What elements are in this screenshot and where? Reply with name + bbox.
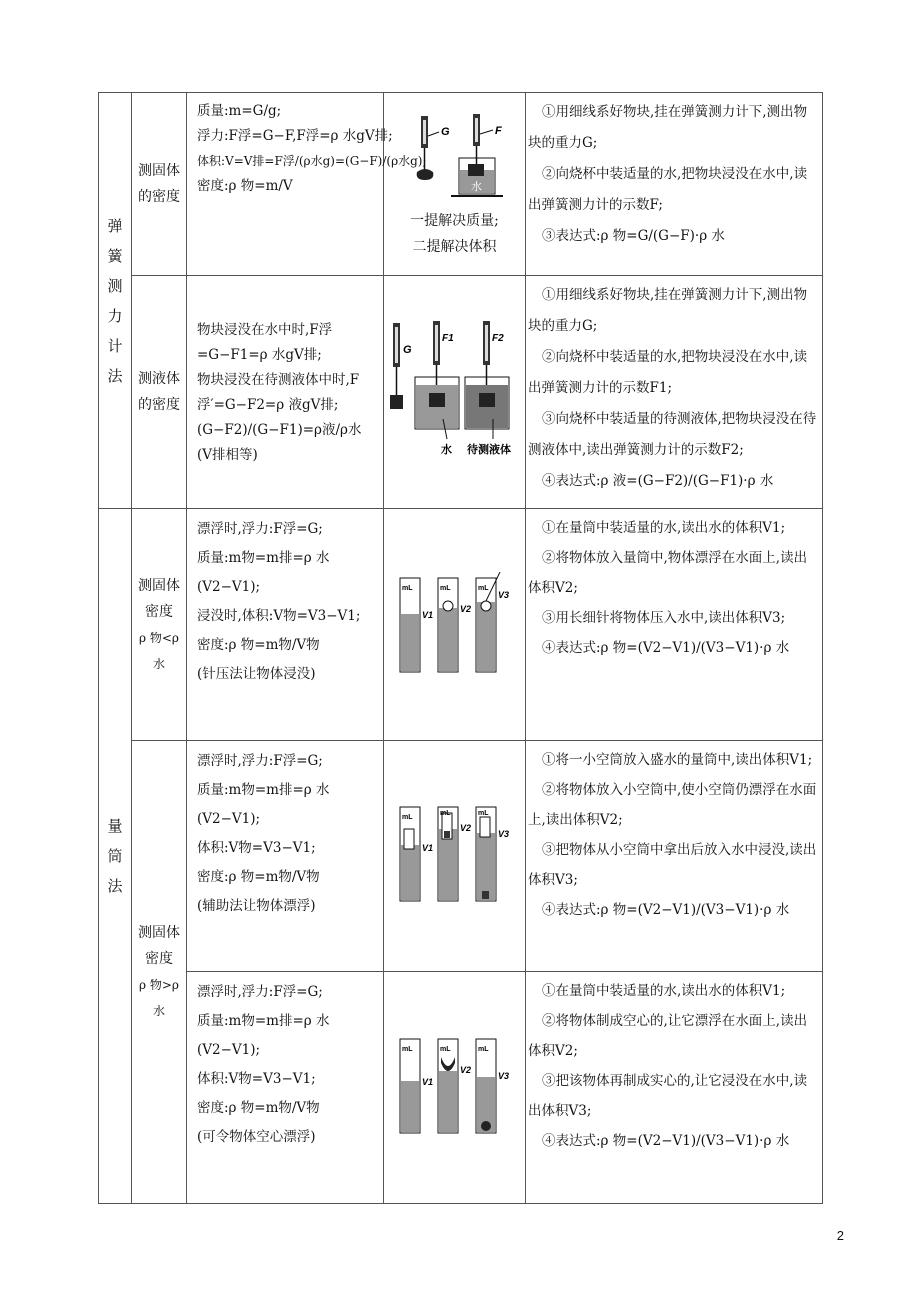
label-ml: mL xyxy=(439,1045,450,1053)
spring-solid-formulas xyxy=(187,93,427,276)
step-item: ③把物体从小空筒中拿出后放入水中浸没,读出体积V3; xyxy=(528,842,817,888)
formula-line: 浸没时,体积:V物=V3−V1; xyxy=(197,608,361,624)
spring-solid-label: 测固体的密度 xyxy=(138,163,180,205)
density-measurement-table xyxy=(98,92,823,1204)
cylinder-heavy-a-steps xyxy=(526,741,823,972)
label-v3: V3 xyxy=(497,589,509,600)
step-item: ①用细线系好物块,挂在弹簧测力计下,测出物块的重力G; xyxy=(528,287,808,334)
label-ml: mL xyxy=(477,584,488,592)
step-item: ④表达式:ρ 物=(V2−V1)/(V3−V1)·ρ 水 xyxy=(542,902,790,918)
label-ml: mL xyxy=(401,1045,412,1053)
formula-line: 密度:ρ 物=m/V xyxy=(197,178,293,194)
cylinder-heavy-label-cell xyxy=(132,741,187,1204)
step-item: ③把该物体再制成实心的,让它浸没在水中,读出体积V3; xyxy=(528,1073,808,1119)
formula-line: 物块浸没在待测液体中时,F浮′=G−F2=ρ 液gV排; xyxy=(197,372,360,413)
step-item: ③表达式:ρ 物=G/(G−F)·ρ 水 xyxy=(542,228,725,244)
formula-line: (G−F2)/(G−F1)=ρ液/ρ水 (V排相等) xyxy=(197,422,362,463)
label-f: F xyxy=(494,125,502,137)
step-item: ②将物体放入量筒中,物体漂浮在水面上,读出体积V2; xyxy=(528,550,808,596)
label-ml: mL xyxy=(439,810,450,817)
label-ml: mL xyxy=(439,584,450,592)
formula-line: 质量:m物=m排=ρ 水(V2−V1); xyxy=(197,1013,330,1058)
formula-line: 质量:m物=m排=ρ 水(V2−V1); xyxy=(197,550,330,595)
spring-liquid-label: 测液体的密度 xyxy=(138,371,180,413)
spring-solid-steps xyxy=(526,93,823,276)
cylinder-light-label-cell xyxy=(132,509,187,741)
cylinder-method-text: 量筒法 xyxy=(107,817,123,895)
cylinder-heavy-b-figure xyxy=(384,972,526,1204)
label-g: G xyxy=(402,344,412,356)
formula-line: 体积:V=V排=F浮/(ρ水g)=(G−F)/(ρ水g); xyxy=(197,154,427,168)
step-item: ④表达式:ρ 物=(V2−V1)/(V3−V1)·ρ 水 xyxy=(542,1133,790,1149)
label-v1: V1 xyxy=(421,1076,433,1087)
spring-scale-two-beakers-diagram xyxy=(385,315,525,465)
formula-line: 漂浮时,浮力:F浮=G; xyxy=(197,984,323,1000)
label-v2: V2 xyxy=(459,603,471,614)
cylinder-light-steps xyxy=(526,509,823,741)
cylinder-heavy-a-figure xyxy=(384,741,526,972)
label-water: 水 xyxy=(470,181,482,193)
spring-liquid-figure xyxy=(384,276,526,509)
cylinder-heavy-label-1: 测固体 xyxy=(138,925,180,941)
graduated-cylinders-needle-diagram xyxy=(390,568,520,678)
label-v1: V1 xyxy=(421,843,433,853)
step-item: ④表达式:ρ 液=(G−F2)/(G−F1)·ρ 水 xyxy=(542,473,774,489)
spring-liquid-steps xyxy=(526,276,823,509)
formula-line: 物块浸没在水中时,F浮=G−F1=ρ 水gV排; xyxy=(197,322,333,363)
label-f1: F1 xyxy=(441,333,454,344)
formula-line: 密度:ρ 物=m物/V物 xyxy=(197,637,320,653)
label-v2: V2 xyxy=(459,823,471,833)
spring-liquid-formulas xyxy=(187,276,384,509)
formula-line: (可令物体空心漂浮) xyxy=(197,1129,316,1145)
label-ml: mL xyxy=(477,1045,488,1053)
step-item: ①用细线系好物块,挂在弹簧测力计下,测出物块的重力G; xyxy=(528,104,808,151)
label-f2: F2 xyxy=(491,333,504,344)
cylinder-method-label xyxy=(99,509,132,1204)
figure-caption-1: 一提解决质量; xyxy=(410,213,499,229)
formula-line: (辅助法让物体漂浮) xyxy=(197,898,316,914)
formula-line: (针压法让物体浸没) xyxy=(197,666,316,682)
step-item: ③向烧杯中装适量的待测液体,把物块浸没在待测液体中,读出弹簧测力计的示数F2; xyxy=(528,411,817,458)
cylinder-light-label-3: ρ 物<ρ 水 xyxy=(139,630,179,671)
step-item: ①在量筒中装适量的水,读出水的体积V1; xyxy=(542,520,786,536)
spring-solid-figure xyxy=(384,93,526,276)
graduated-cylinders-hollow-object-diagram xyxy=(390,1031,520,1141)
label-v3: V3 xyxy=(497,1070,509,1081)
spring-method-text: 弹簧测力计法 xyxy=(107,216,123,385)
label-test-liquid: 待测液体 xyxy=(466,444,511,456)
spring-scale-beaker-diagram xyxy=(395,108,515,204)
formula-line: 质量:m物=m排=ρ 水(V2−V1); xyxy=(197,782,330,827)
page-number: 2 xyxy=(836,1228,844,1243)
formula-line: 体积:V物=V3−V1; xyxy=(197,1071,316,1087)
spring-liquid-label-cell xyxy=(132,276,187,509)
step-item: ④表达式:ρ 物=(V2−V1)/(V3−V1)·ρ 水 xyxy=(542,640,790,656)
formula-line: 漂浮时,浮力:F浮=G; xyxy=(197,753,323,769)
label-g: G xyxy=(440,126,450,138)
cylinder-heavy-a-formulas xyxy=(187,741,384,972)
step-item: ①将一小空筒放入盛水的量筒中,读出体积V1; xyxy=(542,752,813,768)
label-ml: mL xyxy=(401,584,412,592)
spring-solid-label-cell xyxy=(132,93,187,276)
step-item: ③用长细针将物体压入水中,读出体积V3; xyxy=(542,610,786,626)
cylinder-heavy-label-2: 密度 xyxy=(145,951,173,967)
label-water: 水 xyxy=(440,444,452,456)
label-ml: mL xyxy=(401,814,412,821)
formula-line: 质量:m=G/g; xyxy=(197,103,282,119)
cylinder-heavy-b-steps xyxy=(526,972,823,1204)
formula-line: 浮力:F浮=G−F,F浮=ρ 水gV排; xyxy=(197,128,393,144)
cylinder-light-figure xyxy=(384,509,526,741)
graduated-cylinders-small-cup-diagram xyxy=(390,799,520,909)
formula-line: 漂浮时,浮力:F浮=G; xyxy=(197,521,323,537)
step-item: ②将物体放入小空筒中,使小空筒仍漂浮在水面上,读出体积V2; xyxy=(528,782,817,828)
step-item: ②向烧杯中装适量的水,把物块浸没在水中,读出弹簧测力计的示数F1; xyxy=(528,349,808,396)
cylinder-heavy-b-formulas xyxy=(187,972,384,1204)
label-v3: V3 xyxy=(497,829,509,839)
cylinder-heavy-label-3: ρ 物>ρ 水 xyxy=(139,978,179,1018)
formula-line: 密度:ρ 物=m物/V物 xyxy=(197,1100,320,1116)
figure-caption-2: 二提解决体积 xyxy=(412,239,497,255)
label-v1: V1 xyxy=(421,609,433,620)
formula-line: 密度:ρ 物=m物/V物 xyxy=(197,869,320,885)
cylinder-light-label-1: 测固体 xyxy=(138,577,180,594)
cylinder-light-label-2: 密度 xyxy=(145,603,173,620)
label-v2: V2 xyxy=(459,1064,471,1075)
cylinder-light-formulas xyxy=(187,509,384,741)
formula-line: 体积:V物=V3−V1; xyxy=(197,840,316,856)
label-ml: mL xyxy=(477,810,488,817)
step-item: ②向烧杯中装适量的水,把物块浸没在水中,读出弹簧测力计的示数F; xyxy=(528,166,808,213)
step-item: ①在量筒中装适量的水,读出水的体积V1; xyxy=(542,983,786,999)
spring-method-label xyxy=(99,93,132,509)
step-item: ②将物体制成空心的,让它漂浮在水面上,读出体积V2; xyxy=(528,1013,808,1059)
